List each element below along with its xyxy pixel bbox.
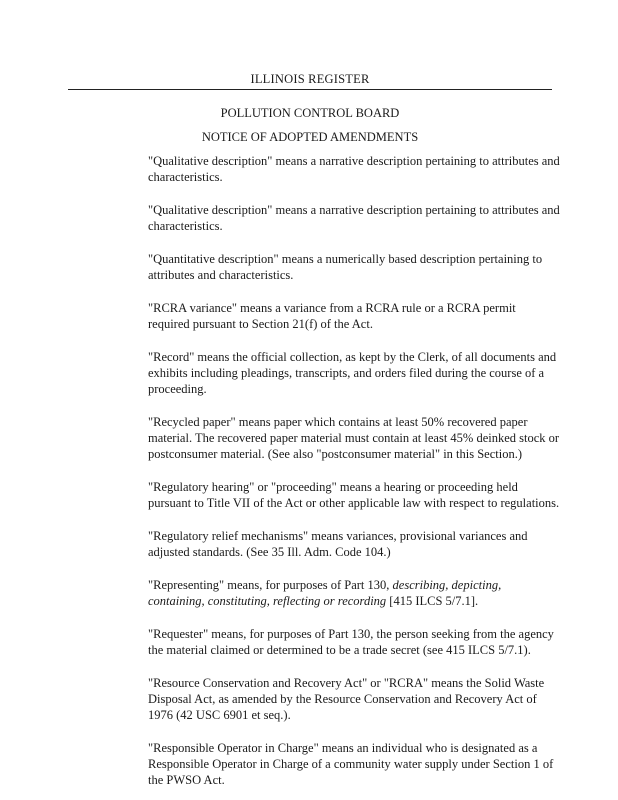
definition-rcra-variance: "RCRA variance" means a variance from a RCRA rule or a RCRA permit required pursuant to Section 21(f) of the Act. (148, 301, 516, 331)
definition-regulatory-hearing: "Regulatory hearing" or "proceeding" means a hearing or proceeding held pursuant to Title VII of the Act or other applicable law with respect to regulations. (148, 480, 560, 510)
definition-qualitative-description: "Qualitative description" means a narrative description pertaining to attributes and characteristics. (148, 154, 560, 184)
representing-statutory-quote: describing, depicting, containing, constituting, reflecting or recording (148, 578, 502, 608)
definition-rcra-act: "Resource Conservation and Recovery Act" or "RCRA" means the Solid Waste Disposal Act, as amended by the Resource Conservation and Recovery Act of 1976 (42 USC 6901 et seq.). (148, 676, 545, 722)
header-rule (68, 89, 552, 90)
definitions-list (148, 153, 560, 788)
definition-quantitative-description: "Quantitative description" means a numerically based description pertaining to attributes and characteristics. (148, 252, 543, 282)
definition-representing (148, 577, 560, 609)
notice-title: NOTICE OF ADOPTED AMENDMENTS (201, 130, 419, 144)
register-title: ILLINOIS REGISTER (250, 72, 370, 86)
board-title: POLLUTION CONTROL BOARD (220, 106, 400, 120)
definition-regulatory-relief-mechanisms: "Regulatory relief mechanisms" means variances, provisional variances and adjusted standards. (See 35 Ill. Adm. Code 104.) (148, 529, 528, 559)
definition-record: "Record" means the official collection, as kept by the Clerk, of all documents and exhibits including pleadings, transcripts, and orders filed during the course of a proceeding. (148, 350, 557, 396)
definition-requester: "Requester" means, for purposes of Part 130, the person seeking from the agency the material claimed or determined to be a trade secret (see 415 ILCS 5/7.1). (148, 627, 554, 657)
definition-responsible-operator: "Responsible Operator in Charge" means an individual who is designated as a Responsible Operator in Charge of a community water supply under Section 1 of the PWSO Act. (148, 741, 554, 787)
representing-text-before: "Representing" means, for purposes of Part 130, (148, 578, 393, 592)
definition-qualitative-description-duplicate: "Qualitative description" means a narrative description pertaining to attributes and characteristics. (148, 203, 560, 233)
representing-text-after: [415 ILCS 5/7.1]. (386, 594, 479, 608)
definition-recycled-paper: "Recycled paper" means paper which contains at least 50% recovered paper material. The recovered paper material must contain at least 45% deinked stock or postconsumer material. (See also "postconsumer material" in this Section.) (148, 415, 560, 461)
